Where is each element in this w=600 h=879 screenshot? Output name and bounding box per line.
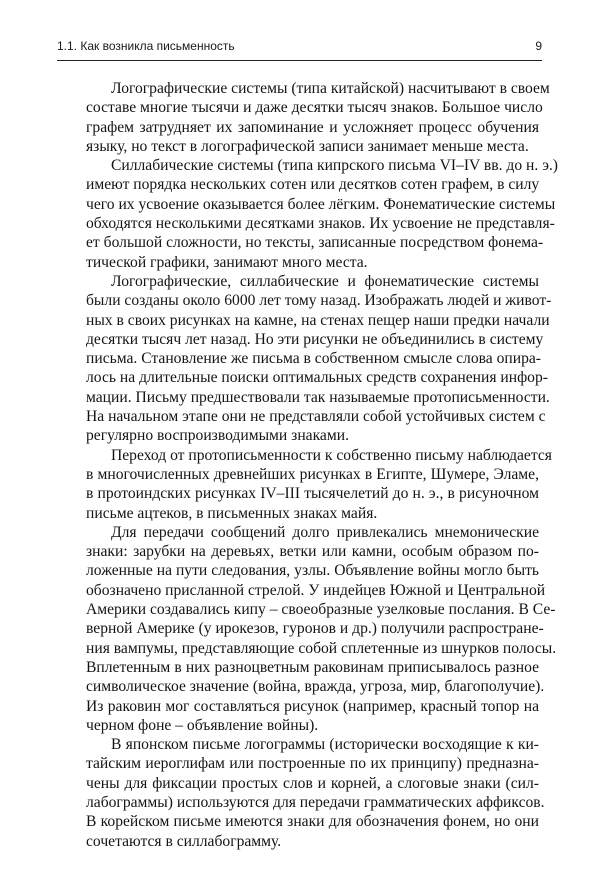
text-line: знаки: зарубки на деревьях, ветки или камни, особым образом по- <box>86 543 539 561</box>
text-line: чены для фиксации простых слов и корней, а слоговые знаки (сил- <box>86 774 539 792</box>
text-line: имеют порядка нескольких сотен или десятков сотен графем, в силу <box>86 176 540 194</box>
text-line: черном фоне – объявление войны). <box>86 716 319 734</box>
text-line: В корейском письме имеются знаки для обозначения фонем, но они <box>86 813 539 831</box>
text-line: ния вампумы, представляющие собой сплетенные из шнурков полосы. <box>86 639 557 657</box>
text-line: тайским иероглифам или построенные по их принципу) предназна- <box>86 755 539 773</box>
text-line: десятки тысяч лет назад. Но эти рисунки не объединились в систему <box>86 330 544 348</box>
text-line: Америки создавались кипу – своеобразные узелковые послания. В Се- <box>86 601 556 619</box>
text-line: обозначено присланной стрелой. У индейцев Южной и Центральной <box>86 581 546 599</box>
text-line: Вплетенным в них разноцветным раковинам приписывалось разное <box>86 658 539 676</box>
text-line: Силлабические системы (типа кипрского письма VI–IV вв. до н. э.) <box>111 157 558 175</box>
text-line: регулярно воспроизводимыми знаками. <box>86 427 349 445</box>
text-line: В японском письме логограммы (исторически восходящие к ки- <box>111 736 539 754</box>
text-line: На начальном этапе они не представляли собой устойчивых систем с <box>86 408 546 426</box>
text-line: в протоиндских рисунках IV–III тысячелетий до н. э., в рисуночном <box>86 485 539 503</box>
header-rule <box>57 60 542 61</box>
text-line: Переход от протописьменности к собственно письму наблюдается <box>111 446 552 464</box>
paragraph <box>61 272 552 446</box>
text-line: Логографические, силлабические и фонематические системы <box>111 272 539 290</box>
text-line: графем затрудняет их запоминание и усложняет процесс обучения <box>86 118 539 136</box>
text-line: Из раковин мог составляться рисунок (например, красный топор на <box>86 697 539 715</box>
text-line: были созданы около 6000 лет тому назад. Изображать людей и живот- <box>86 292 552 310</box>
text-line: Логографические системы (типа китайской) насчитывают в своем <box>111 80 550 97</box>
text-line: лабограммы) используются для передачи грамматических аффиксов. <box>86 793 545 811</box>
text-line: языку, но текст в логографической записи занимает меньше места. <box>86 137 529 155</box>
text-line: символическое значение (война, вражда, угроза, мир, благополучие). <box>86 678 545 696</box>
running-head <box>57 36 542 56</box>
text-line: письма. Становление же письма в собственном смысле слова опира- <box>86 350 541 368</box>
paragraph <box>61 523 557 735</box>
text-line: ных в своих рисунках на камне, на стенах пещер наши предки начали <box>86 311 550 329</box>
text-line: мации. Письму предшествовали так называемые протописьменности. <box>86 388 550 406</box>
text-line: чего их усвоение оказывается более лёгким. Фонематические системы <box>86 195 556 213</box>
page-number: 9 <box>535 39 542 53</box>
text-line: тической графики, занимают много места. <box>86 253 368 271</box>
text-line: ет большой сложности, но тексты, записанные посредством фонема- <box>86 234 544 252</box>
text-line: составе многие тысячи и даже десятки тысяч знаков. Большое число <box>86 99 543 117</box>
text-line: лось на длительные поиски оптимальных средств сохранения инфор- <box>86 369 548 387</box>
paragraph <box>61 735 545 851</box>
paragraph <box>61 156 558 272</box>
text-line: верной Америке (у ирокезов, гуронов и др.) получили распростране- <box>86 620 544 638</box>
text-line: Для передачи сообщений долго привлекались мнемонические <box>111 523 539 541</box>
body-text <box>61 79 558 851</box>
paragraph <box>61 79 550 156</box>
text-line: в многочисленных древнейших рисунках в Египте, Шумере, Эламе, <box>86 465 539 483</box>
text-line: ложенные на пути следования, узлы. Объявление войны могло быть <box>86 562 539 580</box>
text-line: обходятся несколькими десятками знаков. Их усвоение не представля- <box>86 215 555 233</box>
text-line: сочетаются в силлабограмму. <box>86 832 282 850</box>
text-line: письме ацтеков, в письменных знаках майя. <box>86 504 378 522</box>
section-title: 1.1. Как возникла письменность <box>57 39 235 53</box>
paragraph <box>61 446 552 523</box>
